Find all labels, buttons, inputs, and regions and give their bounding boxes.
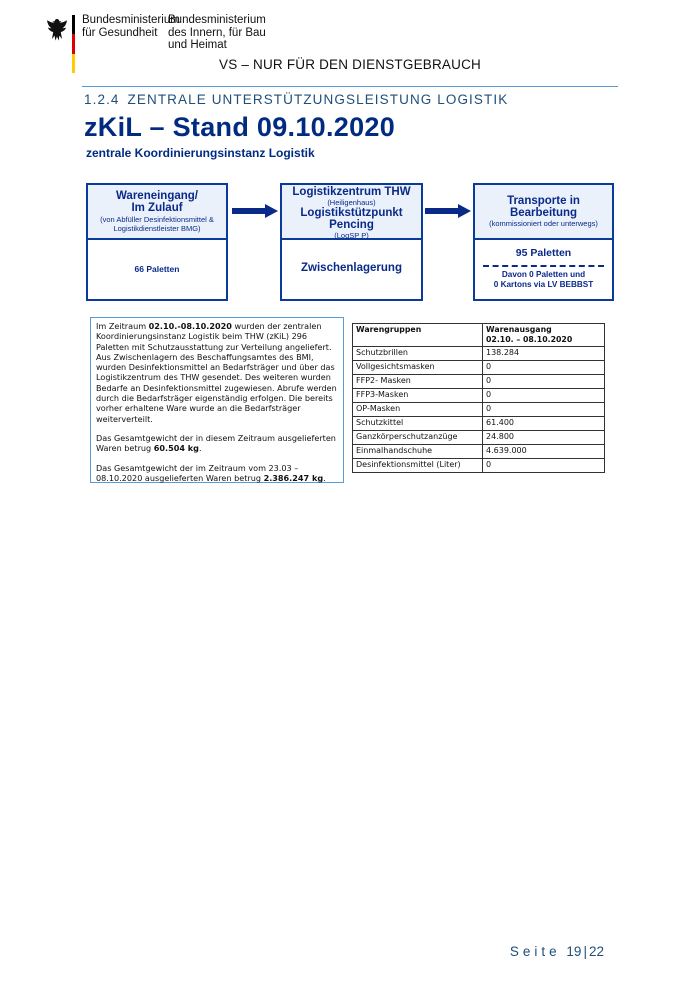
flow-box-incoming — [86, 183, 228, 301]
slide-title: zKiL – Stand 09.10.2020 — [84, 112, 396, 142]
slide-subtitle: zentrale Koordinierungsinstanz Logistik — [86, 146, 315, 160]
summary-paragraph-1 — [96, 321, 338, 424]
summary-p1-period: 02.10.-08.10.2020 — [148, 321, 232, 331]
transports-pallets: 95 Paletten — [515, 247, 572, 259]
flow-box-logistics-header — [282, 185, 421, 240]
table-header-outgoing — [483, 324, 605, 347]
summary-text-box — [90, 317, 344, 483]
ministry-health-line-2: für Gesundheit — [82, 26, 158, 39]
table-cell-goods-group: Schutzbrillen — [353, 347, 483, 361]
section-title: ZENTRALE UNTERSTÜTZUNGSLEISTUNG LOGISTIK — [127, 92, 509, 107]
logistics-note-1: (Heiligenhaus) — [327, 198, 376, 207]
transports-detail-line-2: 0 Kartons via LV BEBBST — [493, 280, 594, 289]
summary-paragraph-3 — [96, 463, 338, 484]
incoming-title-line-2: Im Zulauf — [131, 202, 183, 214]
logistics-title-2-line-1: Logistikstützpunkt — [300, 207, 403, 219]
summary-p2-weight: 60.504 kg — [153, 443, 199, 454]
summary-p2-pre: Das Gesamtgewicht der in diesem Zeitraum ausgelieferten Waren betrug — [96, 432, 336, 454]
page-number: 19 — [566, 944, 582, 959]
page-label: Seite — [509, 944, 561, 959]
federal-eagle-icon — [46, 18, 68, 42]
summary-p2-post: . — [198, 443, 202, 454]
table-cell-goods-group: Vollgesichtsmasken — [353, 361, 483, 375]
section-number: 1.2.4 — [84, 92, 120, 107]
goods-outgoing-table — [352, 323, 605, 473]
table-row — [353, 431, 605, 445]
ministry-interior-logo-text — [168, 14, 266, 52]
summary-p3-weight: 2.386.247 kg — [263, 472, 324, 483]
incoming-note: (von Abfüller Desinfektionsmittel & Logistikdienstleister BMG) — [100, 215, 214, 233]
summary-p3-post: . — [323, 472, 326, 483]
table-cell-goods-group: Einmalhandschuhe — [353, 445, 483, 459]
table-row — [353, 347, 605, 361]
section-heading — [84, 92, 508, 107]
transports-detail-line-1: Davon 0 Paletten und — [501, 270, 586, 279]
incoming-pallets: 66 Paletten — [134, 264, 180, 274]
table-row — [353, 417, 605, 431]
table-row — [353, 445, 605, 459]
table-cell-outgoing-value: 0 — [483, 375, 605, 389]
ministry-interior-line-2: des Innern, für Bau — [168, 26, 266, 39]
table-cell-goods-group: Desinfektionsmittel (Liter) — [353, 459, 483, 473]
classification-label: VS – NUR FÜR DEN DIENSTGEBRAUCH — [219, 57, 481, 72]
flow-box-incoming-body — [88, 240, 226, 299]
table-cell-outgoing-value: 0 — [483, 361, 605, 375]
flow-arrow-2-icon — [425, 204, 471, 218]
table-cell-outgoing-value: 24.800 — [483, 431, 605, 445]
table-header-row — [353, 324, 605, 347]
table-header-outgoing-period: 02.10. – 08.10.2020 — [486, 335, 573, 344]
logistics-title-2-line-2: Pencing — [329, 219, 374, 231]
table-header-outgoing-title: Warenausgang — [486, 325, 552, 334]
transports-title-line-2: Bearbeitung — [509, 207, 578, 219]
header-divider — [82, 86, 618, 87]
flow-box-incoming-header — [88, 185, 226, 240]
table-body — [353, 347, 605, 473]
page-total: 22 — [588, 944, 604, 959]
table-cell-outgoing-value: 138.284 — [483, 347, 605, 361]
flow-box-logistics-center — [280, 183, 423, 301]
table-row — [353, 389, 605, 403]
table-row — [353, 459, 605, 473]
table-cell-goods-group: Schutzkittel — [353, 417, 483, 431]
table-cell-goods-group: OP-Masken — [353, 403, 483, 417]
table-cell-goods-group: Ganzkörperschutzanzüge — [353, 431, 483, 445]
logistics-title-1: Logistikzentrum THW — [292, 186, 411, 198]
flag-stripe-red — [72, 34, 75, 53]
flow-box-logistics-body — [282, 240, 421, 299]
transports-title-line-1: Transporte in — [507, 195, 580, 207]
flow-box-transports — [473, 183, 614, 301]
table-cell-goods-group: FFP2- Masken — [353, 375, 483, 389]
incoming-title-line-1: Wareneingang/ — [116, 190, 198, 202]
table-cell-outgoing-value: 0 — [483, 389, 605, 403]
ministry-health-line-1: Bundesministerium — [82, 14, 180, 26]
ministry-interior-line-1: Bundesministerium — [168, 14, 266, 26]
flow-box-transports-body — [475, 240, 612, 299]
ministry-interior-line-3: und Heimat — [168, 39, 227, 51]
table-cell-outgoing-value: 4.639.000 — [483, 445, 605, 459]
summary-p3-pre: Das Gesamtgewicht der im Zeitraum vom 23.03 – 08.10.2020 ausgelieferten Waren betrug — [96, 462, 299, 483]
transports-note: (kommissioniert oder unterwegs) — [489, 219, 598, 228]
table-row — [353, 375, 605, 389]
logistics-note-2: (LogSP P) — [334, 231, 369, 240]
table-cell-outgoing-value: 0 — [483, 459, 605, 473]
summary-p1-pre: Im Zeitraum — [96, 321, 149, 331]
summary-paragraph-2 — [96, 433, 338, 454]
summary-p1-post: wurden der zentralen Koordinierungsinstanz Logistik beim THW (zKiL) 296 Paletten mit Schutzausstattung zur Verteilung angeliefert. Aus Zwischenlagern des Beschaffungsamtes des BMI, wurden Desinfektionsmittel an Bedarfsträger und über das Logistikzentrum des THW gesendet. Des weiteren wurden Bedarfe an Desinfektionsmittel zugewiesen. Abrufe werden durch die Bedarfsträger eigenständig erfolgen. Die bereits vorher erhaltene Ware wurde an die Bedarfsträger weiterverteilt. — [96, 321, 337, 424]
logistics-status: Zwischenlagerung — [301, 262, 402, 274]
table-cell-goods-group: FFP3-Masken — [353, 389, 483, 403]
page-footer — [510, 944, 604, 959]
table-row — [353, 361, 605, 375]
table-header-goods-group: Warengruppen — [353, 324, 483, 347]
flow-box-transports-header — [475, 185, 612, 240]
flow-arrow-1-icon — [232, 204, 278, 218]
table-cell-outgoing-value: 61.400 — [483, 417, 605, 431]
flag-stripe-black — [72, 15, 75, 34]
ministry-health-logo-text — [82, 14, 180, 39]
table-row — [353, 403, 605, 417]
table-cell-outgoing-value: 0 — [483, 403, 605, 417]
page-separator: | — [583, 944, 587, 959]
